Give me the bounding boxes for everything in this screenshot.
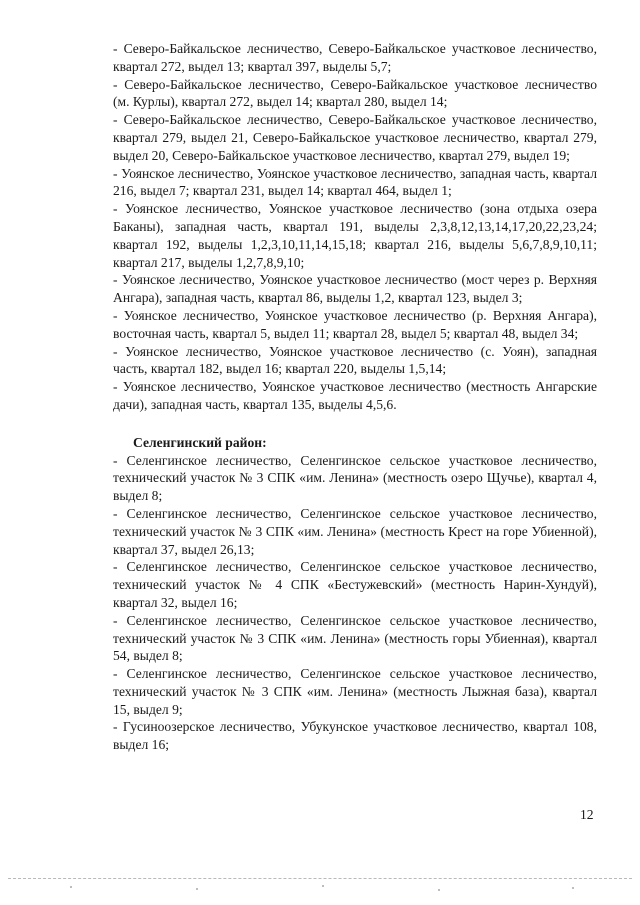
document-body	[113, 40, 597, 754]
page-number: 12	[580, 807, 594, 822]
list-item: - Северо-Байкальское лесничество, Северо-Байкальское участковое лесничество (м. Курлы), квартал 272, выдел 14; квартал 280, выдел 14;	[113, 76, 597, 110]
list-item: - Северо-Байкальское лесничество, Северо-Байкальское участковое лесничество, квартал 272, выдел 13; квартал 397, выделы 5,7;	[113, 41, 597, 74]
list-item: - Селенгинское лесничество, Селенгинское сельское участковое лесничество, технический участок № 3 СПК «им. Ленина» (местность горы Убиенная), квартал 54, выдел 8;	[113, 612, 597, 664]
section-heading: Селенгинский район:	[133, 434, 267, 450]
list-item: - Селенгинское лесничество, Селенгинское сельское участковое лесничество, технический участок № 3 СПК «им. Ленина» (местность Лыжная база), квартал 15, выдел 9;	[113, 666, 597, 717]
list-item: - Селенгинское лесничество, Селенгинское сельское участковое лесничество, технический участок № 4 СПК «Бестужевский» (местность Нарин-Хундуй), квартал 32, выдел 16;	[113, 559, 597, 610]
list-item: - Селенгинское лесничество, Селенгинское сельское участковое лесничество, технический участок № 3 СПК «им. Ленина» (местность Крест на горе Убиенной), квартал 37, выдел 26,13;	[113, 505, 597, 557]
list-item: - Уоянское лесничество, Уоянское участковое лесничество, западная часть, квартал 216, выдел 7; квартал 231, выдел 14; квартал 464, выдел 1;	[113, 165, 597, 199]
list-item: - Селенгинское лесничество, Селенгинское сельское участковое лесничество, технический участок № 3 СПК «им. Ленина» (местность озеро Щучье), квартал 4, выдел 8;	[113, 452, 597, 504]
list-item: - Гусиноозерское лесничество, Убукунское участковое лесничество, квартал 108, выдел 16;	[113, 719, 597, 753]
list-item: - Уоянское лесничество, Уоянское участковое лесничество (с. Уоян), западная часть, квартал 182, выдел 16; квартал 220, выделы 1,5,14;	[113, 343, 597, 377]
footer-divider	[8, 878, 632, 879]
list-item: - Северо-Байкальское лесничество, Северо-Байкальское участковое лесничество, квартал 279, выдел 21, Северо-Байкальское участковое лесничество, квартал 279, выдел 20, Северо-Байкальское участковое лесничество, квартал 279, выдел 19;	[113, 112, 597, 163]
list-item: - Уоянское лесничество, Уоянское участковое лесничество (р. Верхняя Ангара), восточная часть, квартал 5, выдел 11; квартал 28, выдел 5; квартал 48, выдел 34;	[113, 307, 597, 341]
list-item: - Уоянское лесничество, Уоянское участковое лесничество (мост через р. Верхняя Ангара), западная часть, квартал 86, выделы 1,2, квартал 123, выдел 3;	[113, 272, 597, 306]
list-item: - Уоянское лесничество, Уоянское участковое лесничество (зона отдыха озера Баканы), западная часть, квартал 191, выделы 2,3,8,12,13,14,17,20,22,23,24; квартал 192, выделы 1,2,3,10,11,14,15,18; квартал 216, выделы 5,6,7,8,9,10,11; квартал 217, выделы 1,2,7,8,9,10;	[113, 201, 597, 270]
scan-noise	[0, 884, 640, 894]
list-item: - Уоянское лесничество, Уоянское участковое лесничество (местность Ангарские дачи), западная часть, квартал 135, выделы 4,5,6.	[113, 379, 597, 412]
